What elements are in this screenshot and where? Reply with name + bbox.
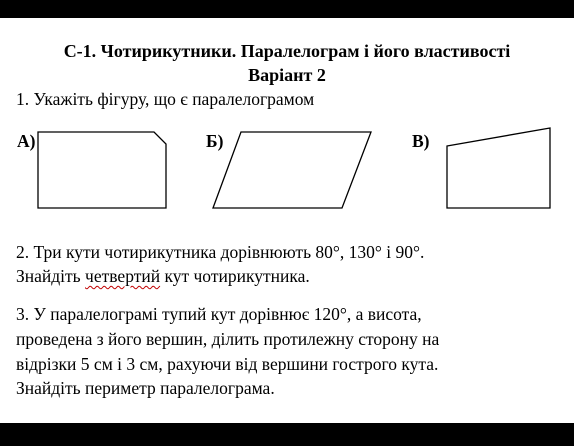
variant-label: Варіант 2 bbox=[248, 65, 326, 85]
figure-a-cut-rectangle bbox=[38, 132, 166, 208]
option-b-label: Б) bbox=[206, 131, 224, 151]
document-title: С-1. Чотирикутники. Паралелограм і його властивості bbox=[63, 41, 511, 61]
question-2-text-after: кут чотирикутника. bbox=[160, 266, 310, 286]
spellcheck-flagged-word: четвертий bbox=[85, 266, 161, 286]
figure-b-parallelogram bbox=[213, 132, 371, 208]
option-c-label: В) bbox=[412, 131, 430, 151]
question-3-line-4: Знайдіть периметр паралелограма. bbox=[16, 378, 275, 398]
question-2-line-2 bbox=[16, 265, 310, 287]
document-page bbox=[0, 18, 574, 423]
figure-c-trapezoid bbox=[447, 128, 550, 208]
question-2-text-before: Знайдіть bbox=[16, 266, 86, 286]
question-1-text: 1. Укажіть фігуру, що є паралелограмом bbox=[16, 89, 315, 109]
question-2-line-1: 2. Три кути чотирикутника дорівнюють 80°, 130° і 90°. bbox=[16, 242, 425, 262]
question-3-line-2: проведена з його вершин, ділить протилежну сторону на bbox=[16, 329, 440, 349]
question-3-line-1: 3. У паралелограмі тупий кут дорівнює 120°, а висота, bbox=[16, 304, 422, 324]
option-a-label: А) bbox=[17, 131, 36, 151]
question-3-line-3: відрізки 5 см і 3 см, рахуючи від вершини гострого кута. bbox=[16, 354, 439, 374]
